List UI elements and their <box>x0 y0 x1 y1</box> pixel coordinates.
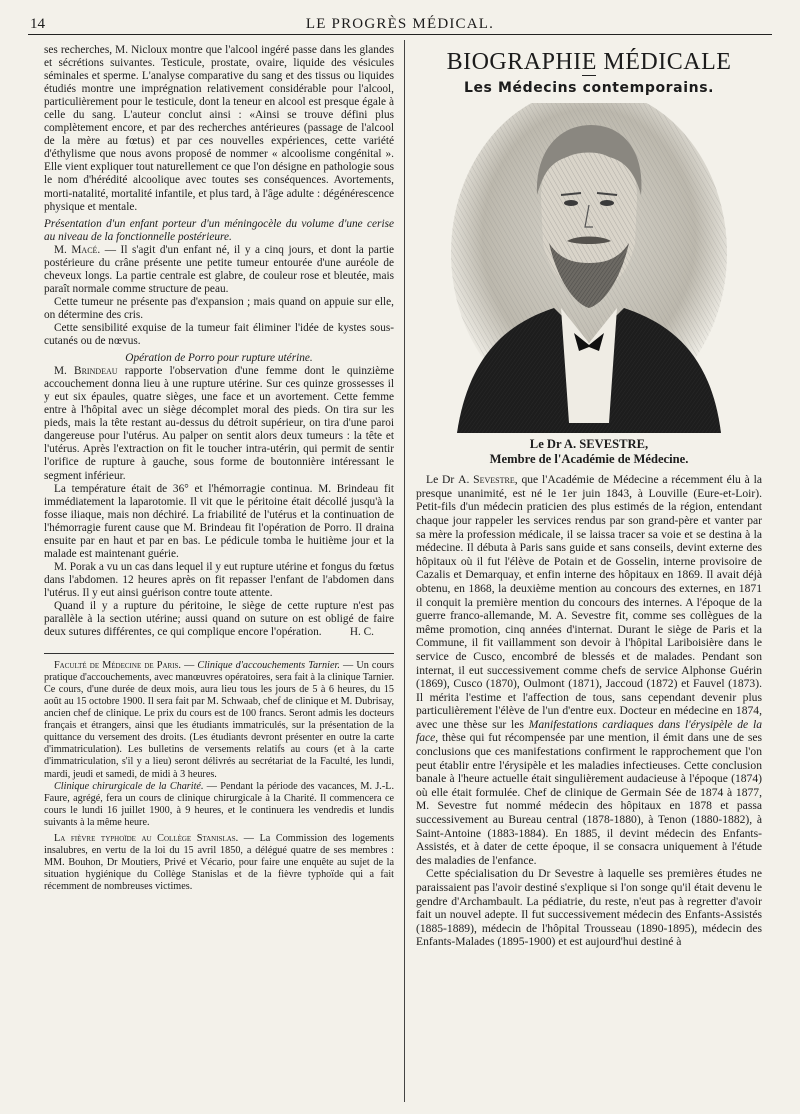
paragraph-peritoine-text: Quand il y a rupture du péritoine, le siège de cette rupture n'est pas parallèle à la section utérine; aussi quand on suture on est obligé de faire deux sutures différentes, ce qui complique encore l'opération. <box>44 599 394 639</box>
caption-title: Membre de l'Académie de Médecine. <box>489 452 689 467</box>
signature: H. C. <box>349 626 374 639</box>
section-title-porro: Opération de Porro pour rupture utérine. <box>125 352 313 365</box>
bio-text: que l'Académie de Médecine a récemment élu à la presque unanimité, est né le 1er juin 1843, à Louville (Eure-et-Loir). Petit-fils d'un médecin praticien des plus estimés de la région, entendant chaque jour rappeler les services rendus par son grand-père et vanter par sa mère la profession médicale, il se laissa tracer sa voie et se destina à la médecine. Il débuta à Paris sans guide et sans conseils, devint externe des hôpitaux où il fut l'élève de Potain et de Gosselin, interne provisoire de Cazalis et Demarquay, et enfin interne des hôpitaux en 1869. Il avait déjà obtenu, en 1868, la deuxième mention au concours des externes, en 1871 il conquit la première mention du concours des internes. A l'époque de la guerre franco-allemande, M. A. Sevestre fit, comme ses collègues de la même promotion, cinq années d'internat. Durant le siège de Paris et la Commune, il fit vaillamment son devoir à l'hôpital Lariboisière dans le service de Cusco, encombré de blessés et de malades. Pendant son internat, il eut successivement comme chefs de service Alphonse Guérin (1869), Cusco (1870), Oulmont (1871), Jaccoud (1872) et Fauvel (1873). Il mérita l'estime et l'affection de tous, sans cependant devenir plus particulièrement l'élève de l'un d'entre eux. Docteur en médecine en 1874, avec une thèse sur les <box>416 473 762 731</box>
news-stanislas <box>44 833 394 893</box>
portrait-caption <box>416 437 762 467</box>
running-header <box>28 12 772 35</box>
column-divider <box>404 40 405 1102</box>
paragraph-tumeur: Cette tumeur ne présente pas d'expansion ; mais quand on appuie sur elle, on détermine des cris. <box>44 295 394 321</box>
page-number: 14 <box>30 16 45 32</box>
paragraph-mace <box>44 244 394 296</box>
paragraph-brindeau-text: rapporte l'observation d'une femme dont le quinzième accouchement donna lieu à une rupture utérine. Sur ces quinze grossesses il y eut six épaules, quatre sièges, une face et un avortement. Cette femme entre à l'hôpital avec un siège décomplet moral des pieds. On tira sur les pieds, mais la tête restant au-dessus du détroit supérieur, on tira d'une paroi dangereuse pour l'utérus. Au palper on sentit alors deux tumeurs : la tête et l'utérus. Après l'extraction on fit le toucher intra-utérin, qui permit de sentir l'orifice de rupture à gauche, sous forme de boutonnière intéressant le segment inférieur. <box>44 365 394 482</box>
biography-paragraph-1 <box>416 473 762 867</box>
section-title-meningocele: Présentation d'un enfant porteur d'un méningocèle du volume d'une cerise au niveau de la fonctionnelle postérieure. <box>44 217 394 243</box>
paragraph-nicloux: ses recherches, M. Nicloux montre que l'alcool ingéré passe dans les glandes et sécrétions suivantes. Testicule, prostate, ovaire, liquide des vésicules séminales et sperme. L'analyse comparative du sang et des tissus ou liquides étudiés montre une imprégnation relativement considérable pour l'alcool, particulièrement pour le testicule, dont la teneur en alcool est presque égale à celle du sang. L'auteur conclut ainsi : «Ainsi se trouve défini plus complètement encore, et par des recherches antérieures (passage de l'alcool de la mère au fœtus) et par ces nouvelles expériences, cette variété d'éthylisme que nous avons proposé de nommer « alcoolisme congénital ». Elle vient expliquer tout naturellement ce que l'on désigne en pathologie sous le nom d'hérédité alcoolique avec toutes ses conséquences. Avortements, morti-natalité, mortalité infantile, et plus tard, à l'âge adulte : dégénérescence physique et mentale. <box>44 44 394 213</box>
paragraph-porak: M. Porak a vu un cas dans lequel il y eut rupture utérine et fongus du fœtus dans l'abdomen. 12 heures après on fit repasser l'enfant de l'abdomen dans l'utérus. Il y eut ainsi guérison contre toute attente. <box>44 560 394 599</box>
news-stanislas-heading: La fièvre typhoïde au Collège Stanislas. <box>54 832 239 844</box>
paragraph-temperature: La température était de 36° et l'hémorragie continua. M. Brindeau fit immédiatement la laparotomie. Il vit que le péritoine était décollé jusqu'à la fosse iliaque, mais non déchiré. La friabilité de l'utérus et la continuation de l'hémorragie furent cause que M. Brindeau fit l'opération de Porro. Il draina ensuite par en haut et par en bas. Le pédicule tomba le huitième jour et la malade est maintenant guérie. <box>44 482 394 560</box>
bio-subject-name: A. Sevestre, <box>458 473 518 487</box>
news-charite <box>44 781 394 829</box>
section-separator <box>44 653 394 654</box>
left-column <box>44 44 394 893</box>
author-mace: M. Macé. <box>54 243 101 256</box>
paragraph-mace-text: — Il s'agit d'un enfant né, il y a cinq jours, et dont la partie postérieure du crâne présente une petite tumeur entourée d'une auréole de cheveux longs. La partie centrale est glabre, de couleur rose et bleutée, mais paraît normale comme structure de peau. <box>44 243 394 295</box>
paragraph-peritoine <box>44 600 394 639</box>
news-stanislas-text: — La Commission des logements insalubres, en vertu de la loi du 15 avril 1850, a délégué quatre de ses membres : MM. Bouhon, Dr Moutiers, Privé et Vécario, pour faire une enquête au sujet de la situation hygiénique du Collège Stanislas et de la fièvre typhoïde qui a fait récemment de nombreuses victimes. <box>44 832 394 892</box>
caption-name: Le Dr A. SEVESTRE, <box>529 437 649 452</box>
portrait-engraving <box>449 103 729 433</box>
paragraph-sensibilite: Cette sensibilité exquise de la tumeur fait éliminer l'idée de kystes sous-cutanés ou de nœvus. <box>44 321 394 348</box>
biography-title: BIOGRAPHIE MÉDICALE <box>446 49 732 75</box>
journal-title: LE PROGRÈS MÉDICAL. <box>305 16 495 32</box>
news-charite-heading: Clinique chirurgicale de la Charité. <box>54 780 204 792</box>
news-faculte-subheading: Clinique d'accouchements Tarnier. <box>197 660 340 672</box>
paragraph-brindeau <box>44 365 394 482</box>
biography-subtitle: Les Médecins contemporains. <box>463 79 715 96</box>
right-column <box>416 44 762 949</box>
news-faculte-text: — Un cours pratique d'accouchements, avec manœuvres opératoires, sera fait à la clinique Tarnier. Ce cours, d'une durée de deux mois, aura lieu tous les jours de 5 à 6 heures, du 15 août au 15 octobre 1900. Il sera fait par M. Schwaab, chef de clinique et M. Dubrisay, ancien chef de clinique. Le prix du cours est de 100 francs. Seront admis les docteurs français et étrangers, ainsi que les étudiants immatriculés, sur la présentation de la quittance du versement des droits. (Les étudiants devront présenter en outre la carte d'immatriculation). Les bulletins de versements relatifs au cours (et à la carte d'immatriculation, s'il y a lieu) seront délivrés au secrétariat de la Faculté, les lundi, mardi, jeudi et samedi, de midi à 3 heures. <box>44 660 394 780</box>
bio-lead: Le Dr <box>426 473 459 487</box>
news-faculte: Faculté de Médecine de Paris. — Clinique d'accouchements Tarnier. — Un cours pratique d'accouchements, avec manœuvres opératoires, sera fait à la clinique Tarnier. Ce cours, d'une durée de deux mois, aura lieu tous les jours de 5 à 6 heures, du 15 août au 15 octobre 1900. Il sera fait par M. Schwaab, chef de clinique et M. Dubrisay, ancien chef de clinique. Le prix du cours est de 100 francs. Seront admis les docteurs français et étrangers, ainsi que les étudiants immatriculés, sur la présentation de la quittance du versement des droits. (Les étudiants devront présenter en outre la carte d'immatriculation). Les bulletins de versements relatifs au cours (et à la carte d'immatriculation, s'il y a lieu) seront délivrés au secrétariat de la Faculté, les lundi, mardi, jeudi et samedi, de midi à 3 heures. <box>44 660 394 780</box>
biography-paragraph-2: Cette spécialisation du Dr Sevestre à laquelle ses premières études ne paraissaient pas l'avoir destiné s'explique si l'on songe qu'il était devenu le gendre d'Archambault. La pédiatrie, du reste, n'eut pas à regretter d'avoir fait un nouvel adepte. Il fut successivement médecin des Enfants-Assistés (1885-1889), médecin de l'hôpital Trousseau (1890-1895), médecin des Enfants-Malades (1895-1900) et est aujourd'hui destiné à <box>416 867 762 949</box>
bio-thesis-title: Manifestations cardiaques dans l'érysipèle de la face, <box>416 717 762 745</box>
author-brindeau: M. Brindeau <box>54 365 118 378</box>
news-faculte-heading: Faculté de Médecine de Paris. <box>54 660 181 672</box>
bio-text-end: thèse qui fut récompensée par une mention, il émit dans une de ses conclusions que ces manifestations confirment le rapprochement que l'on peut établir entre l'érysipèle et les maladies infectieuses. Cette conclusion banale à l'heure actuelle était singulièrement audacieuse à l'époque (1874) où elle était formulée. Chef de clinique de Germain Sée de 1874 à 1877, M. Sevestre fut nommé médecin des hôpitaux en 1878 et passa successivement au Bureau central (1878-1880), à Tenon (1880-1882), à Saint-Antoine (1883-1884). En 1885, il devint médecin des Enfants-Assistés, et à dater de cette époque, il se consacra uniquement à l'étude des maladies de l'enfance. <box>416 731 762 867</box>
news-charite-text: — Pendant la période des vacances, M. J.-L. Faure, agrégé, fera un cours de clinique chirurgicale à la Charité. Il commencera ce cours le lundi 16 juillet 1900, à 9 heures, et le continuera les vendredis et lundis suivants à la même heure. <box>44 780 394 828</box>
